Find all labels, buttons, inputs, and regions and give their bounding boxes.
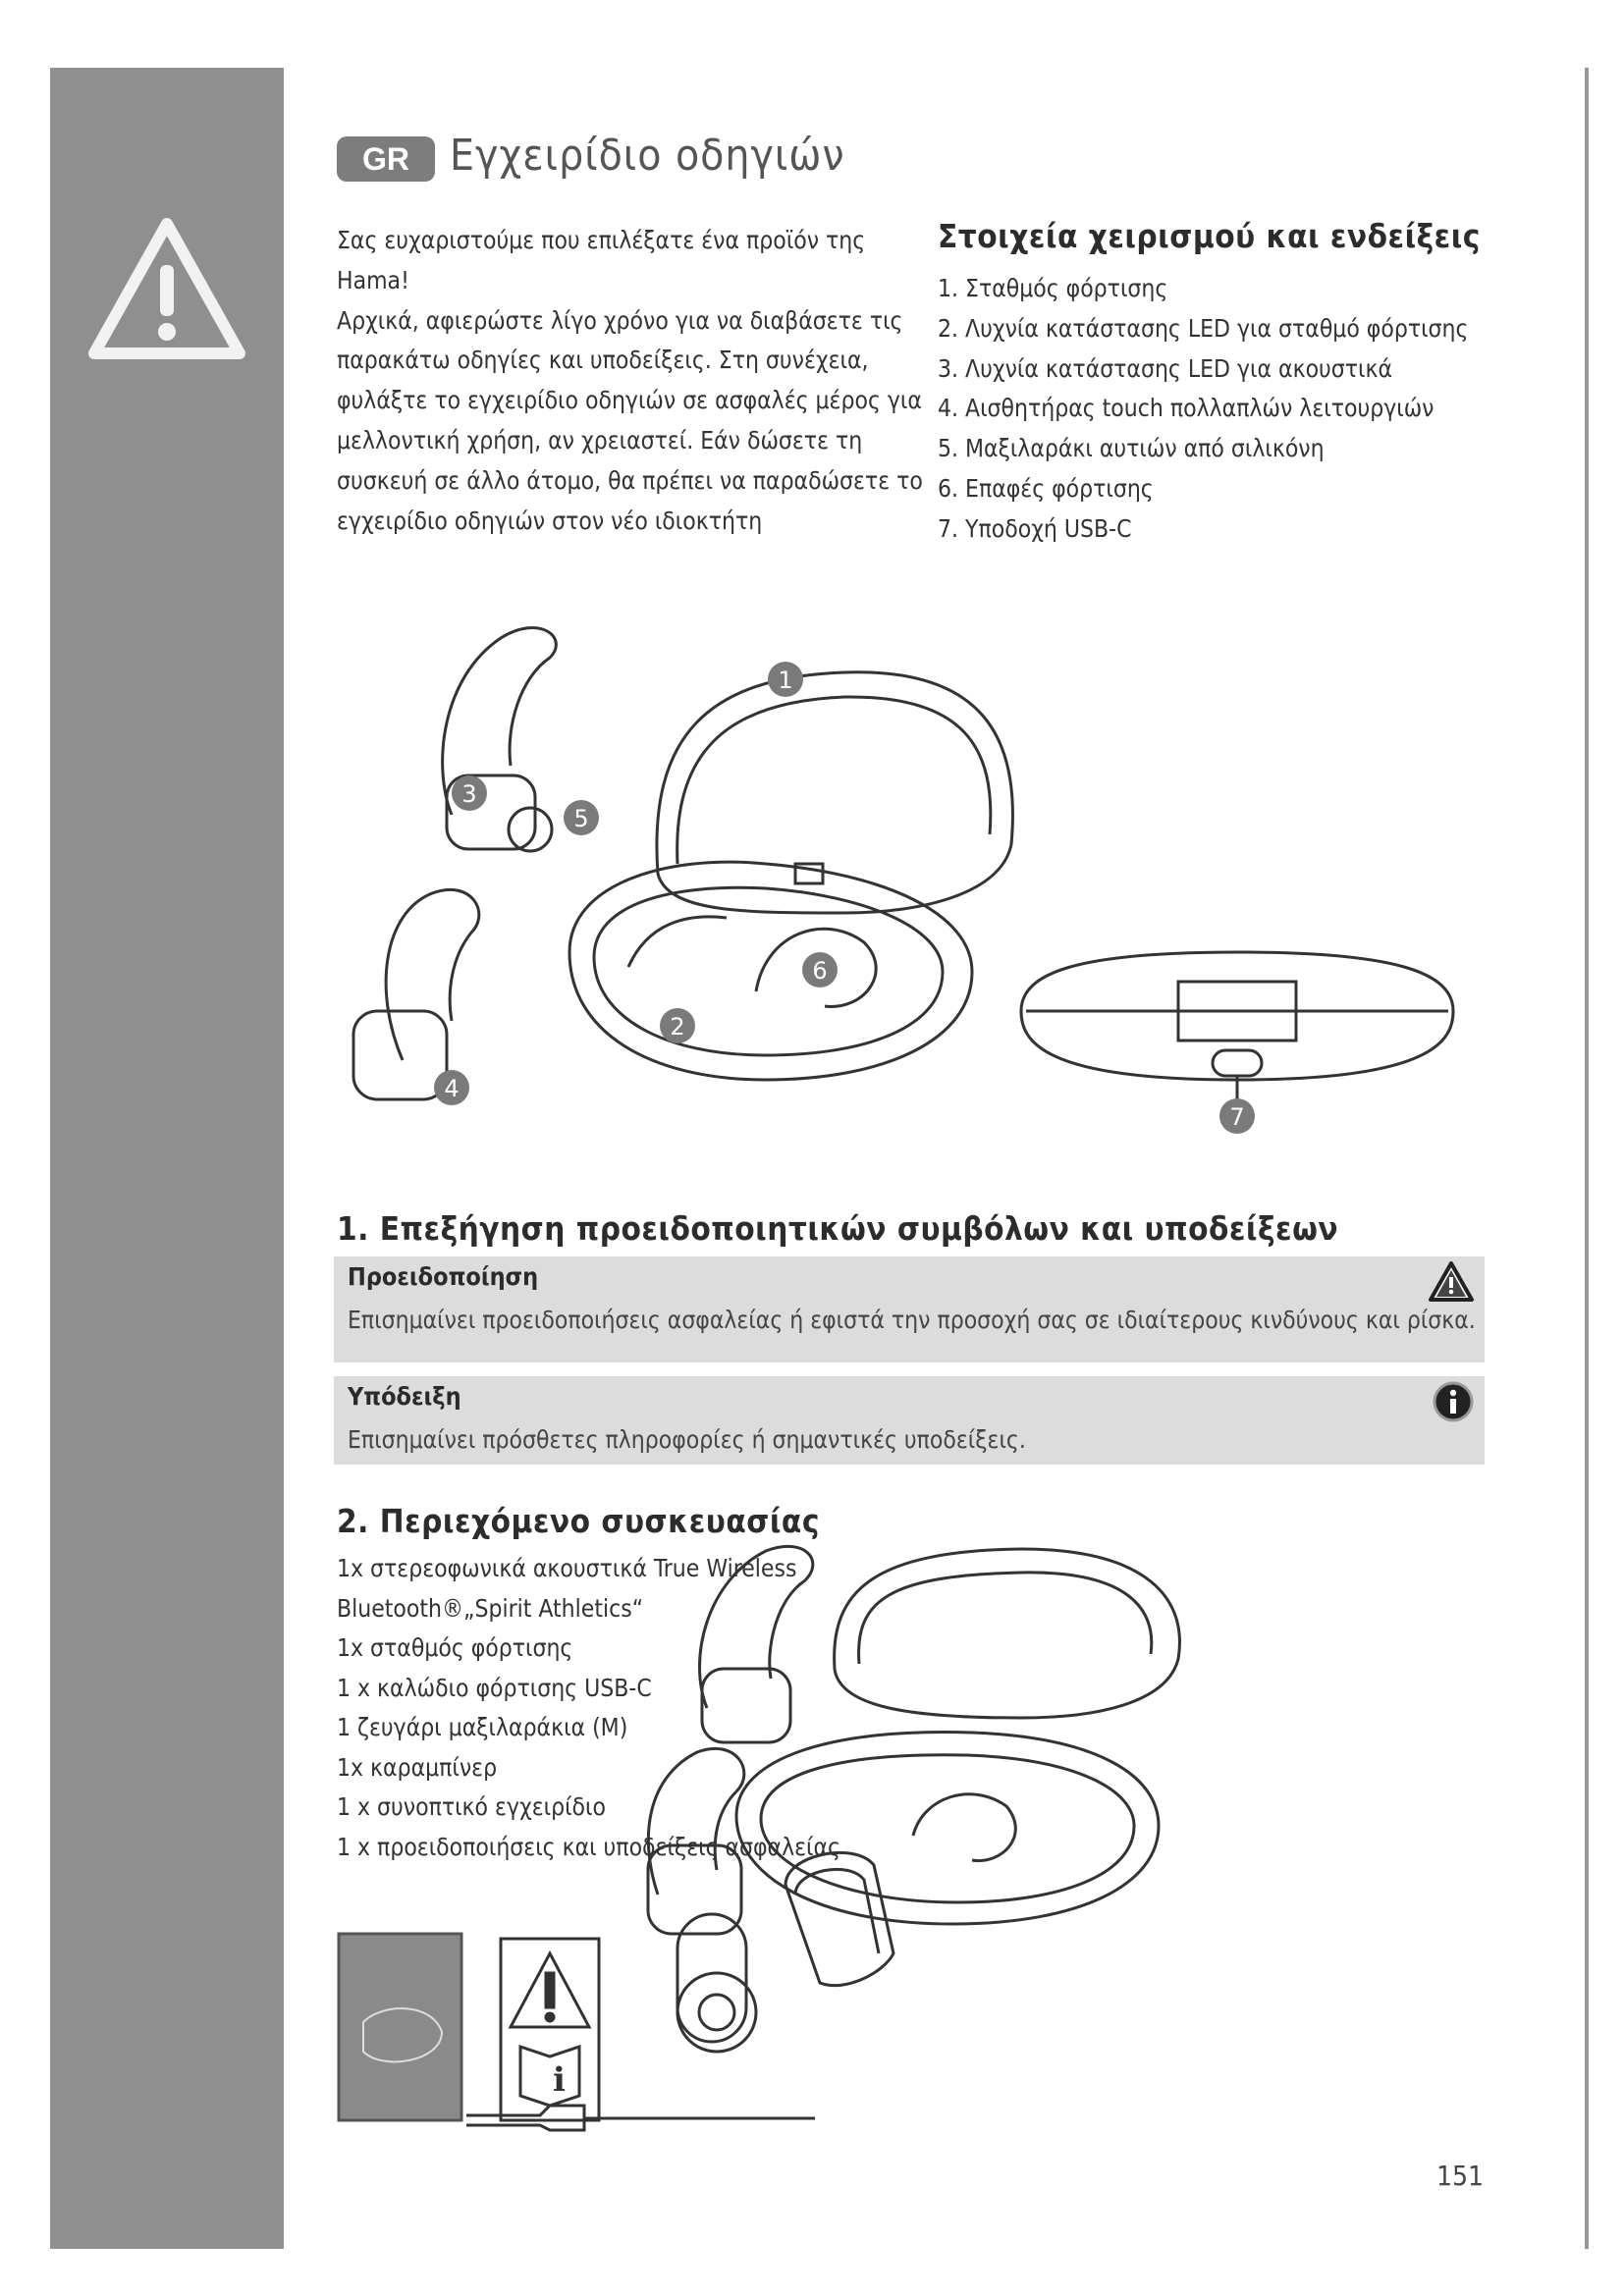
safety-leaflet-illustration: [501, 1939, 599, 2120]
callout-1: 1: [778, 667, 793, 694]
contents-item-3: 1 x καλώδιο φόρτισης USB-C: [337, 1673, 652, 1702]
contents-item-4: 1 ζευγάρι μαξιλαράκια (M): [337, 1713, 628, 1741]
package-contents-illustration: [324, 1541, 1502, 2169]
open-case-illustration-2: [736, 1549, 1179, 1924]
page-title: Εγχειρίδιο οδηγιών: [450, 131, 845, 181]
note-box: [334, 1376, 1485, 1465]
note-label: Υπόδειξη: [348, 1382, 461, 1411]
controls-item-1: 1. Σταθμός φόρτισης: [938, 274, 1168, 302]
callout-6: 6: [812, 957, 828, 985]
controls-item-4: 4. Αισθητήρας touch πολλαπλών λειτουργιών: [938, 394, 1435, 423]
note-text: Επισημαίνει πρόσθετες πληροφορίες ή σημαντικές υποδείξεις.: [348, 1425, 1026, 1454]
quick-guide-booklet-illustration: [339, 1934, 461, 2120]
callout-3: 3: [461, 780, 477, 808]
language-badge: GR: [337, 136, 435, 182]
warning-triangle-small-icon: [1428, 1260, 1475, 1304]
section2-heading: 2. Περιεχόμενο συσκευασίας: [337, 1502, 820, 1540]
contents-item-5: 1x καραμπίνερ: [337, 1752, 498, 1782]
closed-case-illustration: [1021, 952, 1453, 1109]
controls-heading: Στοιχεία χειρισμού και ενδείξεις: [938, 217, 1481, 255]
contents-item-2: 1x σταθμός φόρτισης: [337, 1633, 573, 1662]
intro-paragraph-1: Σας ευχαριστούμε που επιλέξατε ένα προϊόν της Hama!: [337, 226, 866, 294]
warning-triangle-icon: [86, 216, 247, 363]
controls-item-5: 5. Μαξιλαράκι αυτιών από σιλικόνη: [938, 434, 1325, 463]
intro-text: [337, 221, 936, 541]
contents-item-6: 1 x συνοπτικό εγχειρίδιο: [337, 1792, 606, 1821]
svg-text:i: i: [553, 2060, 566, 2100]
earbud-right-illustration: [443, 628, 557, 851]
product-diagram: [334, 618, 1492, 1168]
section1-heading: 1. Επεξήγηση προειδοποιητικών συμβόλων και υποδείξεων: [337, 1209, 1339, 1248]
warning-box: [334, 1256, 1485, 1362]
callout-5: 5: [573, 805, 589, 832]
callout-2: 2: [670, 1013, 685, 1041]
side-band: [50, 68, 284, 2249]
page-number: 151: [1436, 2160, 1485, 2192]
controls-item-7: 7. Υποδοχή USB-C: [938, 513, 1132, 543]
warning-text: Επισημαίνει προειδοποιήσεις ασφαλείας ή εφιστά την προσοχή σας σε ιδιαίτερους κινδύνους και ρίσκα.: [348, 1306, 1476, 1334]
controls-item-2: 2. Λυχνία κατάστασης LED για σταθμό φόρτισης: [938, 313, 1469, 343]
controls-list: [938, 269, 1546, 550]
controls-item-6: 6. Επαφές φόρτισης: [938, 473, 1154, 503]
intro-paragraph-2: Αρχικά, αφιερώστε λίγο χρόνο για να διαβάσετε τις παρακάτω οδηγίες και υποδείξεις. Στη συνέχεια, φυλάξτε το εγχειρίδιο οδηγιών σε ασφαλές μέρος για μελλοντική χρήση, αν χρειαστεί. Εάν δώσετε τη συσκευή σε άλλο άτομο, θα πρέπει να παραδώσετε το εγχειρίδιο οδηγιών στον νέο ιδιοκτήτη: [337, 305, 923, 535]
callout-7: 7: [1229, 1103, 1245, 1131]
info-icon: [1432, 1380, 1475, 1423]
usb-c-cable-illustration: [466, 2106, 815, 2130]
earbud-left-illustration: [353, 889, 479, 1099]
warning-label: Προειδοποίηση: [348, 1262, 539, 1291]
controls-item-3: 3. Λυχνία κατάστασης LED για ακουστικά: [938, 353, 1393, 383]
callout-4: 4: [444, 1075, 460, 1102]
contents-item-7: 1 x προειδοποιήσεις και υποδείξεις ασφαλείας: [337, 1832, 840, 1861]
contents-item-1: 1x στερεοφωνικά ακουστικά True Wireless Bluetooth®„Spirit Athletics“: [337, 1554, 797, 1623]
right-margin-rule: [1585, 68, 1589, 2249]
open-charging-case-illustration: [569, 672, 1012, 1080]
